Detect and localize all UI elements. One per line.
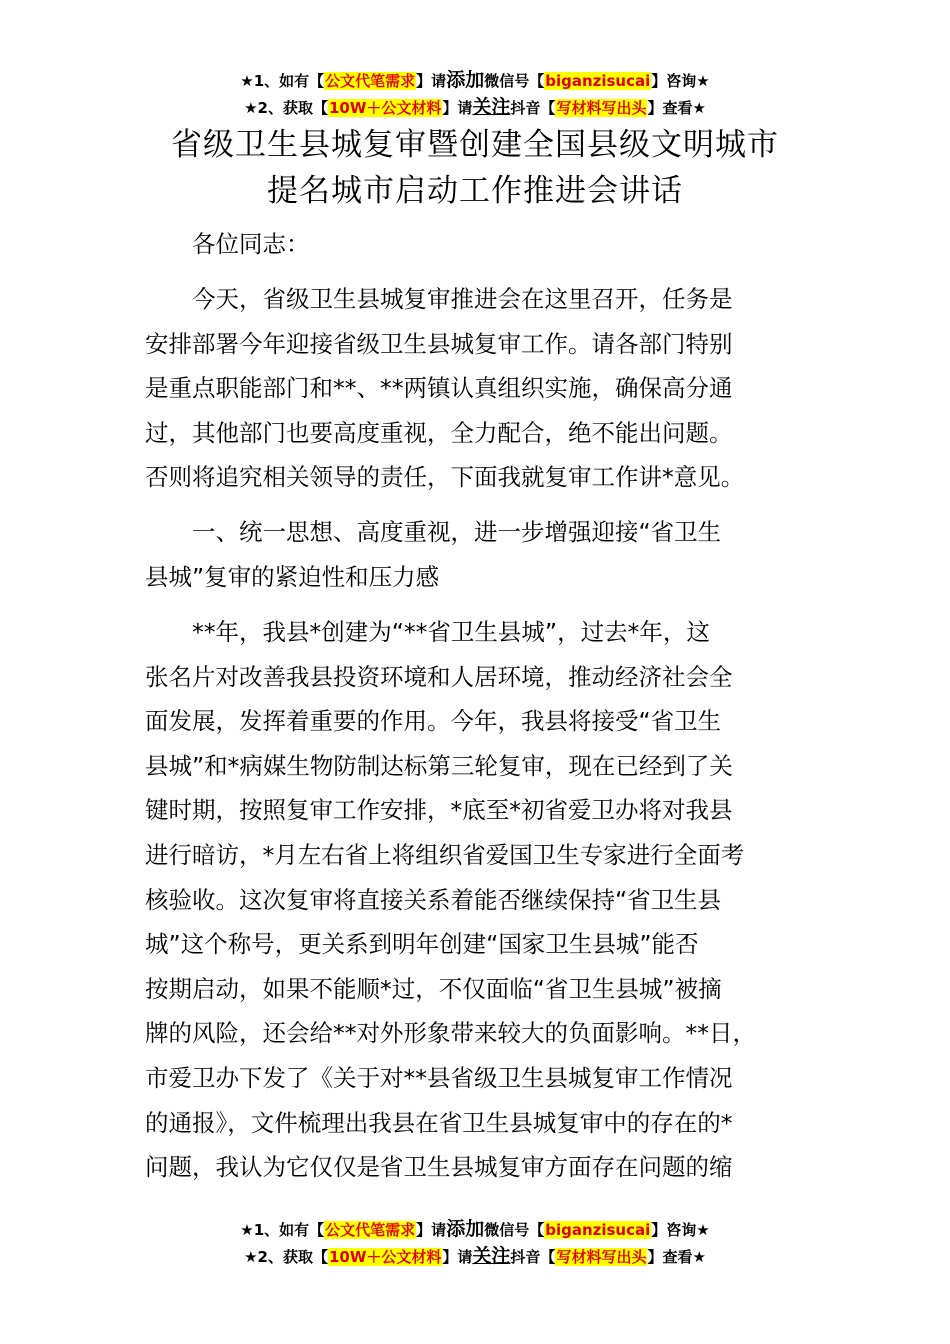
star-icon: ★	[244, 99, 258, 117]
footer-banner	[0, 1216, 950, 1270]
text-line: 县城”和*病媒生物防制达标第三轮复审，现在已经到了关	[145, 751, 733, 780]
text-line: 否则将追究相关领导的责任，下面我就复审工作讲*意见。	[145, 463, 745, 492]
text-line: 核验收。这次复审将直接关系着能否继续保持“省卫生县	[145, 885, 722, 914]
banner-text: 】请	[442, 1248, 473, 1266]
douyin-id: 写材料写出头	[556, 99, 647, 117]
banner-text: 微信号【	[484, 72, 545, 90]
banner-text: 】查看★	[647, 1248, 706, 1266]
text-line: 是重点职能部门和**、**两镇认真组织实施，确保高分通	[145, 374, 733, 403]
paragraph-2	[145, 610, 810, 1190]
highlight-text: 10W＋公文材料	[328, 1248, 442, 1266]
banner-line-1	[0, 1216, 950, 1243]
banner-text: 】查看★	[647, 99, 706, 117]
highlight-text: 10W＋公文材料	[328, 99, 442, 117]
star-icon: ★	[240, 1221, 254, 1239]
highlight-text: 公文代笔需求	[325, 1221, 416, 1239]
text-line: 按期启动，如果不能顺*过，不仅面临“省卫生县城”被摘	[145, 974, 722, 1003]
section-heading-1	[145, 510, 810, 599]
emphasis-text: 关注	[472, 96, 511, 118]
banner-text: 】请	[416, 1221, 447, 1239]
salutation	[145, 222, 810, 267]
banner-text: 】咨询★	[651, 72, 710, 90]
emphasis-text: 关注	[472, 1245, 511, 1267]
banner-text: 微信号【	[484, 1221, 545, 1239]
banner-line-2	[0, 1243, 950, 1270]
salutation-text: 各位同志：	[192, 230, 310, 258]
wechat-id: biganzisucai	[545, 1221, 651, 1239]
text-line: 过，其他部门也要高度重视，全力配合，绝不能出问题。	[145, 418, 733, 447]
text-line: 一、统一思想、高度重视，进一步增强迎接“省卫生	[192, 518, 722, 546]
star-icon: ★	[244, 1248, 258, 1266]
wechat-id: biganzisucai	[545, 72, 651, 90]
emphasis-text: 添加	[446, 1218, 485, 1240]
douyin-id: 写材料写出头	[556, 1248, 647, 1266]
text-line: 进行暗访，*月左右省上将组织省爱国卫生专家进行全面考	[145, 840, 745, 869]
text-line: 牌的风险，还会给**对外形象带来较大的负面影响。**日，	[145, 1019, 756, 1048]
banner-text: 1、如有【	[253, 1221, 325, 1239]
banner-text: 】咨询★	[651, 1221, 710, 1239]
banner-line-2	[0, 94, 950, 121]
banner-text: 抖音【	[510, 1248, 556, 1266]
text-line: 问题，我认为它仅仅是省卫生县城复审方面存在问题的缩	[145, 1153, 733, 1182]
banner-text: 】请	[442, 99, 473, 117]
text-line: **年，我县*创建为“**省卫生县城”，过去*年，这	[192, 618, 710, 646]
text-line: 张名片对改善我县投资环境和人居环境，推动经济社会全	[145, 662, 733, 691]
text-line: 键时期，按照复审工作安排，*底至*初省爱卫办将对我县	[145, 796, 733, 825]
banner-text: 1、如有【	[253, 72, 325, 90]
banner-line-1	[0, 67, 950, 94]
document-title-line-2: 提名城市启动工作推进会讲话	[267, 173, 683, 209]
text-line: 县城”复审的紧迫性和压力感	[145, 562, 440, 591]
emphasis-text: 添加	[446, 69, 485, 91]
text-line: 的通报》，文件梳理出我县在省卫生县城复审中的存在的*	[145, 1108, 733, 1137]
banner-text: 2、获取【	[257, 99, 328, 117]
paragraph-1	[145, 277, 810, 500]
header-banner	[0, 67, 950, 121]
text-line: 市爱卫办下发了《关于对**县省级卫生县城复审工作情况	[145, 1063, 733, 1092]
banner-text: 抖音【	[510, 99, 556, 117]
text-line: 城”这个称号，更关系到明年创建“国家卫生县城”能否	[145, 930, 699, 959]
text-line: 面发展，发挥着重要的作用。今年，我县将接受“省卫生	[145, 707, 722, 736]
star-icon: ★	[240, 72, 254, 90]
text-line: 安排部署今年迎接省级卫生县城复审工作。请各部门特别	[145, 329, 733, 358]
document-title-line-1: 省级卫生县城复审暨创建全国县级文明城市	[171, 127, 779, 163]
text-line: 今天，省级卫生县城复审推进会在这里召开，任务是	[192, 285, 733, 313]
banner-text: 2、获取【	[257, 1248, 328, 1266]
banner-text: 】请	[416, 72, 447, 90]
highlight-text: 公文代笔需求	[325, 72, 416, 90]
